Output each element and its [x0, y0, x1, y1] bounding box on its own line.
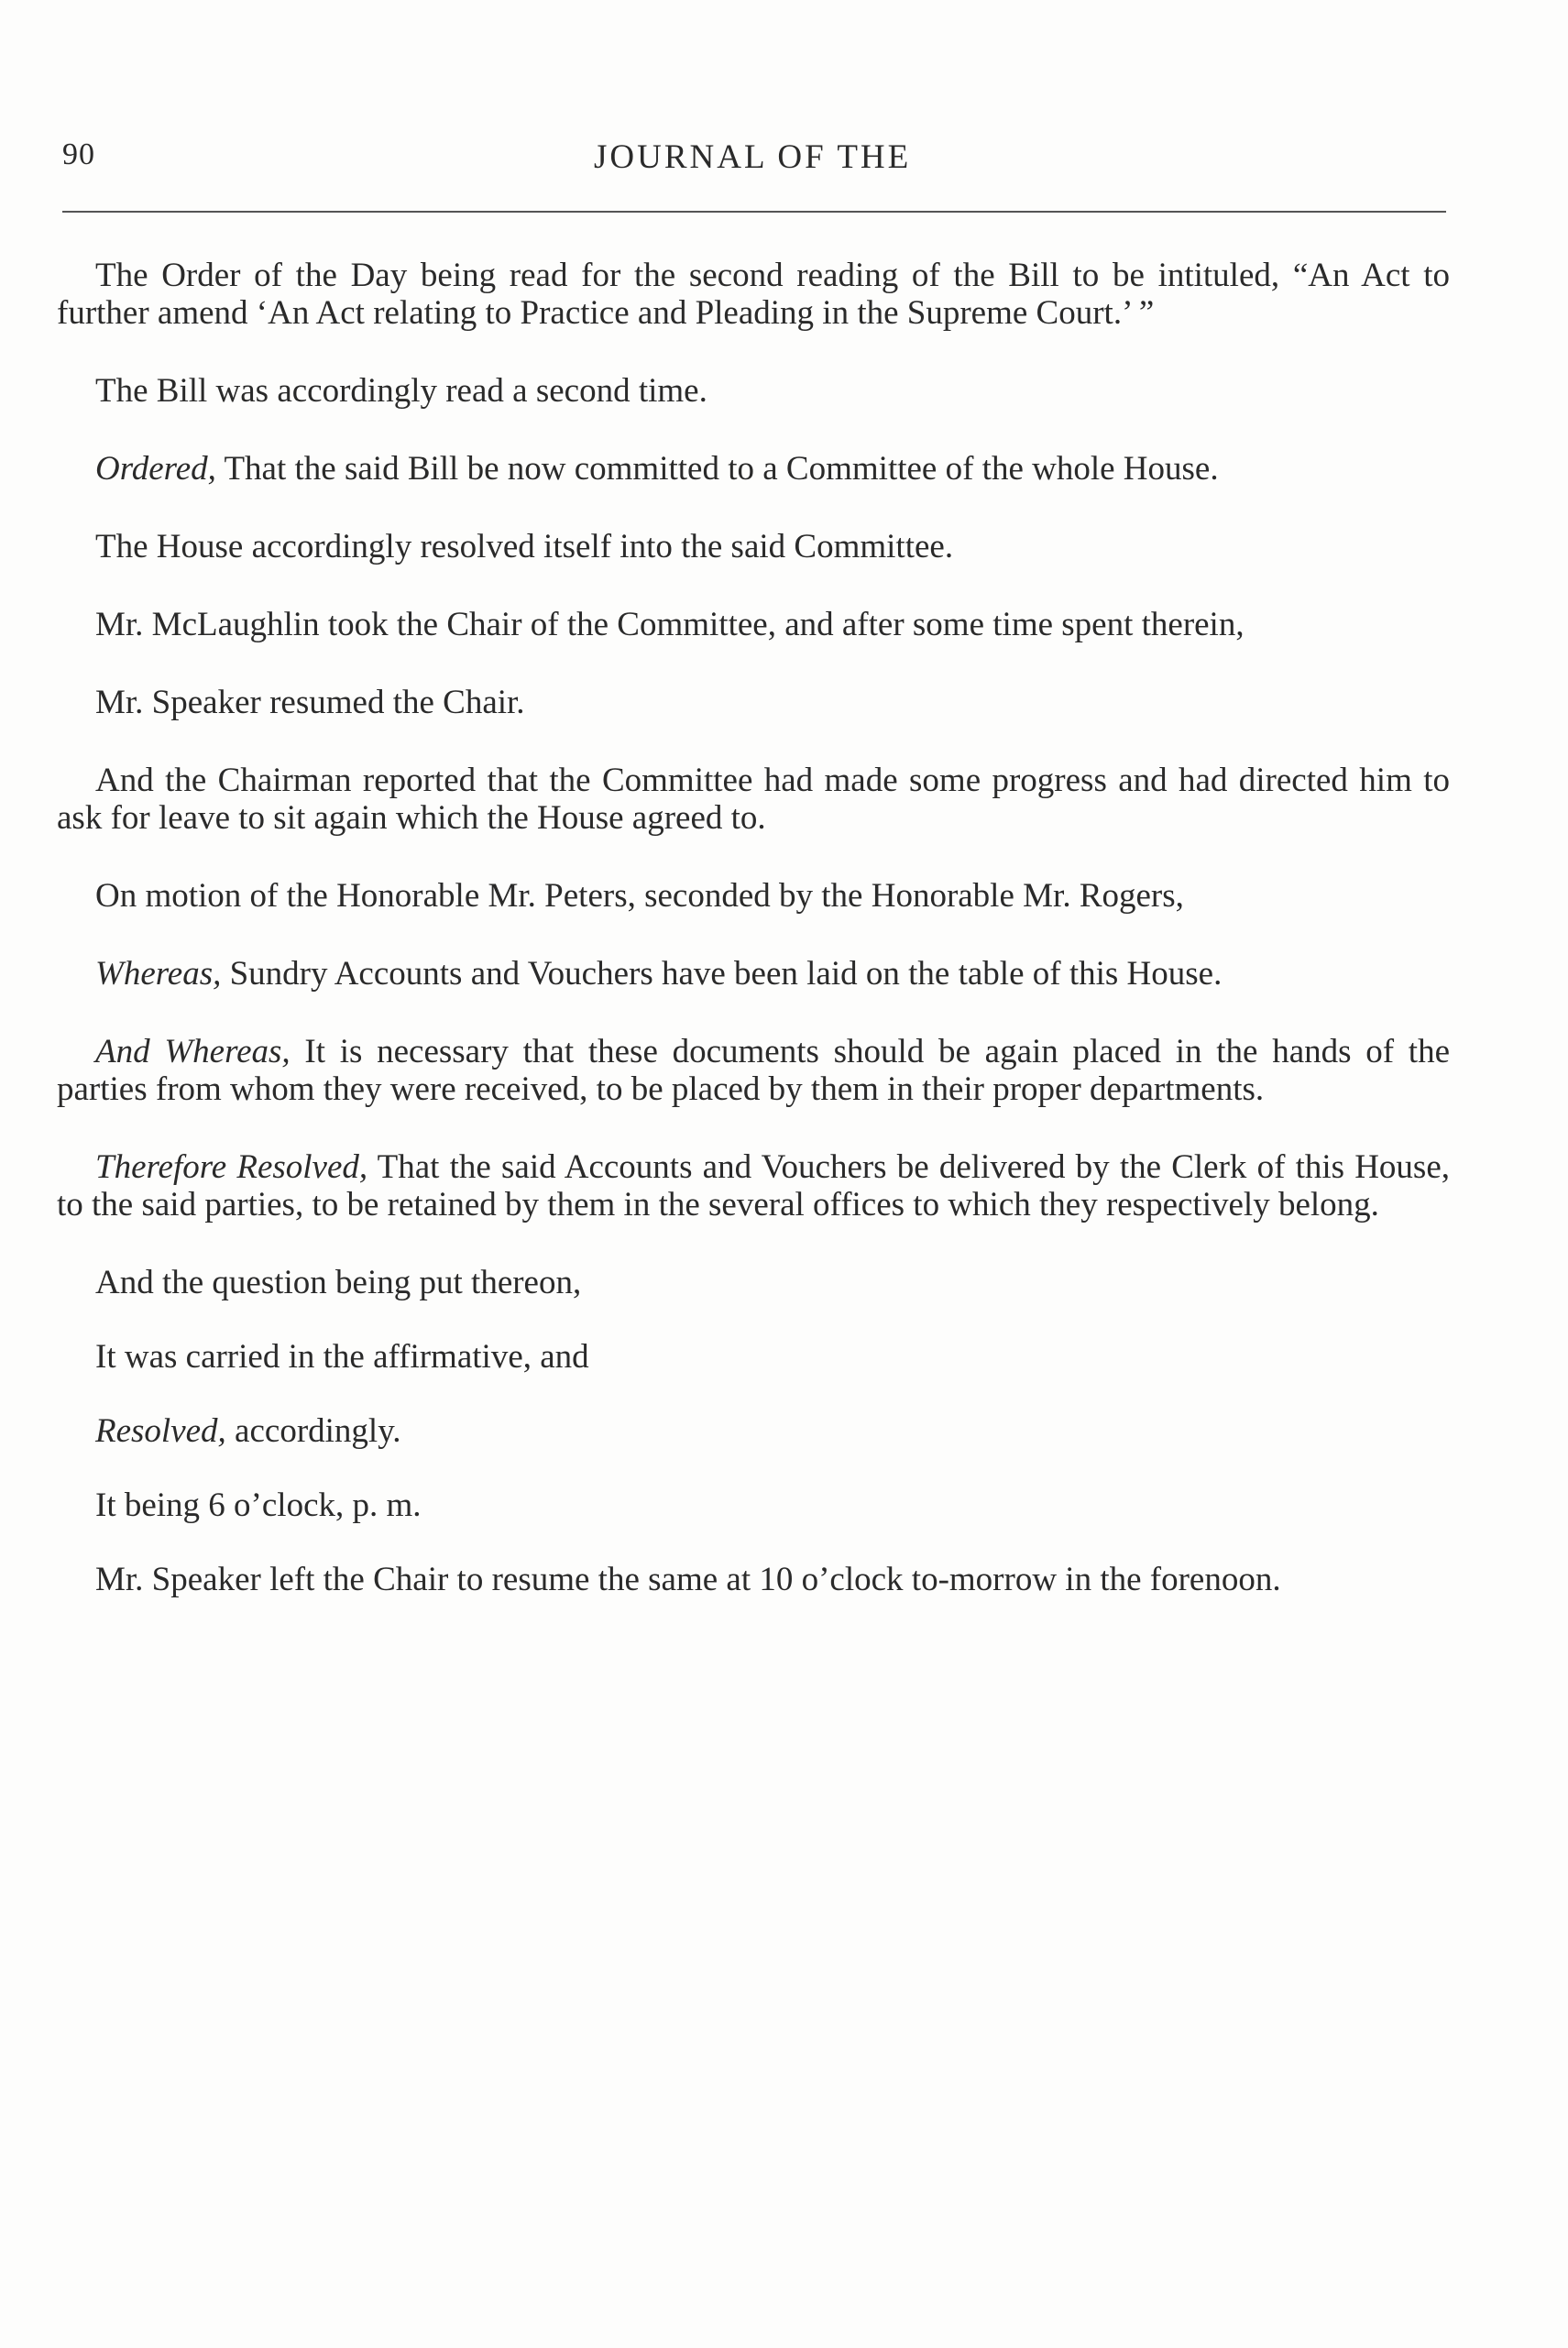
paragraph-six-oclock: It being 6 o’clock, p. m.: [95, 1487, 422, 1524]
paragraph-motion: On motion of the Honorable Mr. Peters, seconded by the Honorable Mr. Rogers,: [95, 877, 1184, 915]
paragraph-question-put: And the question being put thereon,: [95, 1264, 582, 1301]
paragraph-order-of-day: The Order of the Day being read for the second reading of the Bill to be intituled, “An Act to further amend ‘An Act relating to Practice and Pleading in the Supreme Court.’ ”: [57, 257, 1450, 332]
running-head: JOURNAL OF THE: [594, 138, 912, 176]
paragraph-and-whereas: And Whereas, It is necessary that these documents should be again placed in the hands of the parties from whom they were received, to be placed by them in their proper departments.: [57, 1033, 1450, 1108]
paragraph-speaker-resumed: Mr. Speaker resumed the Chair.: [95, 684, 525, 721]
paragraph-committee-resolved: The House accordingly resolved itself into the said Committee.: [95, 528, 954, 565]
paragraph-ordered: Ordered, That the said Bill be now committed to a Committee of the whole House.: [95, 450, 1219, 488]
paragraph-chairman-reported: And the Chairman reported that the Committee had made some progress and had directed him to ask for leave to sit again which the House agreed to.: [57, 762, 1450, 837]
paragraph-therefore-resolved: Therefore Resolved, That the said Accounts and Vouchers be delivered by the Clerk of this House, to the said parties, to be retained by them in the several offices to which they respectively belong.: [57, 1148, 1450, 1223]
header-rule: [62, 211, 1446, 213]
journal-body: [57, 257, 1450, 1639]
page-header: [62, 137, 1446, 192]
paragraph-speaker-left: Mr. Speaker left the Chair to resume the same at 10 o’clock to-morrow in the forenoon.: [95, 1561, 1281, 1598]
paragraph-carried: It was carried in the affirmative, and: [95, 1338, 589, 1376]
paragraph-chair-taken: Mr. McLaughlin took the Chair of the Committee, and after some time spent therein,: [95, 606, 1245, 643]
paragraph-second-reading: The Bill was accordingly read a second time.: [95, 372, 707, 410]
paragraph-resolved: Resolved, accordingly.: [95, 1412, 401, 1450]
page-number: 90: [62, 137, 95, 171]
paragraph-whereas: Whereas, Sundry Accounts and Vouchers have been laid on the table of this House.: [95, 955, 1223, 993]
